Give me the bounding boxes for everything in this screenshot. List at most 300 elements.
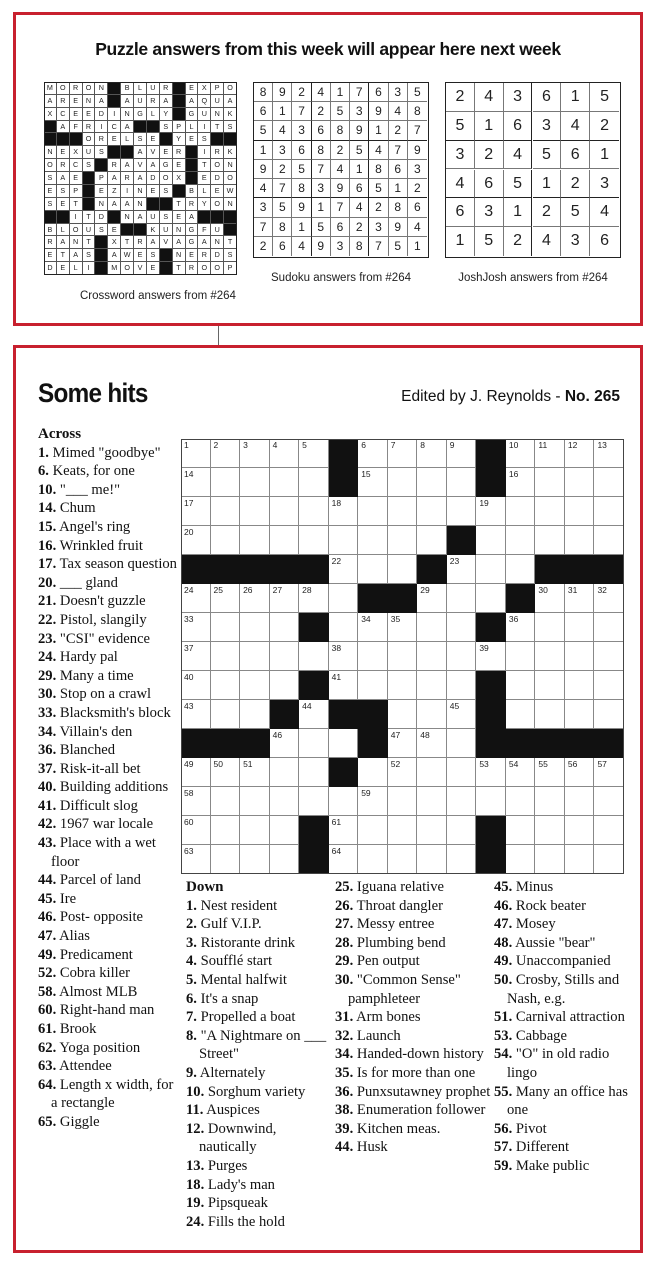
grid-entry-cell[interactable]: [594, 758, 624, 787]
grid-entry-cell[interactable]: [329, 497, 359, 526]
grid-entry-cell[interactable]: [565, 613, 595, 642]
answer-letter-cell: V: [160, 236, 173, 249]
clue-number: 17.: [38, 556, 57, 573]
answer-letter-cell: X: [108, 236, 121, 249]
grid-entry-cell[interactable]: [447, 584, 477, 613]
grid-entry-cell[interactable]: [270, 439, 300, 468]
grid-entry-cell[interactable]: [388, 700, 418, 729]
grid-entry-cell[interactable]: [270, 584, 300, 613]
answer-letter-cell: E: [70, 95, 83, 108]
grid-entry-cell[interactable]: [506, 439, 536, 468]
answer-letter-cell: L: [57, 224, 70, 237]
grid-cell-number: 49: [184, 759, 194, 769]
clue-text: Different: [512, 1139, 570, 1156]
grid-entry-cell[interactable]: [506, 613, 536, 642]
down-clues-column-1: [186, 878, 334, 1231]
grid-entry-cell[interactable]: [447, 497, 477, 526]
answer-letter-cell: X: [173, 172, 186, 185]
grid-entry-cell[interactable]: [594, 845, 624, 874]
grid-entry-cell[interactable]: [329, 642, 359, 671]
clue-item: [186, 952, 334, 971]
clue-text: Punxsutawney prophet: [353, 1083, 491, 1100]
clue-number: 57.: [494, 1139, 513, 1156]
answer-digit-cell: 8: [312, 141, 331, 160]
grid-entry-cell[interactable]: [594, 526, 624, 555]
clue-number: 47.: [38, 928, 57, 945]
grid-entry-cell[interactable]: [417, 700, 447, 729]
grid-entry-cell[interactable]: [594, 497, 624, 526]
grid-entry-cell[interactable]: [594, 816, 624, 845]
grid-entry-cell[interactable]: [535, 700, 565, 729]
grid-entry-cell[interactable]: [211, 497, 241, 526]
grid-entry-cell[interactable]: [447, 787, 477, 816]
grid-entry-cell[interactable]: [270, 642, 300, 671]
grid-entry-cell[interactable]: [565, 584, 595, 613]
answer-letter-cell: S: [44, 172, 57, 185]
clue-item: [335, 1101, 495, 1120]
crossword-grid[interactable]: [181, 439, 624, 874]
grid-entry-cell[interactable]: [181, 584, 211, 613]
answer-letter-cell: M: [44, 82, 57, 95]
grid-entry-cell[interactable]: [299, 700, 329, 729]
clue-item: [38, 815, 178, 834]
grid-entry-cell[interactable]: [447, 845, 477, 874]
answer-digit-cell: 5: [312, 218, 331, 237]
grid-entry-cell[interactable]: [476, 555, 506, 584]
answer-letter-cell: O: [44, 159, 57, 172]
clue-text: Iguana relative: [353, 879, 445, 895]
clue-number: 22.: [38, 611, 57, 628]
clue-item: [38, 462, 178, 481]
grid-entry-cell[interactable]: [388, 758, 418, 787]
grid-entry-cell[interactable]: [565, 468, 595, 497]
answer-letter-cell: B: [186, 185, 199, 198]
grid-entry-cell[interactable]: [299, 642, 329, 671]
grid-entry-cell[interactable]: [506, 758, 536, 787]
grid-entry-cell[interactable]: [211, 526, 241, 555]
grid-entry-cell[interactable]: [565, 700, 595, 729]
grid-entry-cell[interactable]: [329, 816, 359, 845]
answer-letter-cell: Q: [198, 95, 211, 108]
grid-block-cell: [299, 613, 329, 642]
grid-entry-cell[interactable]: [594, 613, 624, 642]
grid-entry-cell[interactable]: [447, 816, 477, 845]
grid-entry-cell[interactable]: [299, 729, 329, 758]
clue-item: [38, 611, 178, 630]
answer-letter-cell: C: [70, 159, 83, 172]
answer-block-cell: [186, 146, 199, 159]
grid-entry-cell[interactable]: [211, 642, 241, 671]
grid-entry-cell[interactable]: [417, 758, 447, 787]
answer-digit-cell: 3: [254, 198, 273, 217]
grid-entry-cell[interactable]: [211, 584, 241, 613]
grid-entry-cell[interactable]: [565, 439, 595, 468]
answer-block-cell: [147, 198, 160, 211]
answer-digit-cell: 1: [504, 198, 533, 227]
grid-entry-cell[interactable]: [240, 613, 270, 642]
grid-entry-cell[interactable]: [211, 439, 241, 468]
grid-entry-cell[interactable]: [594, 584, 624, 613]
grid-entry-cell[interactable]: [329, 613, 359, 642]
grid-entry-cell[interactable]: [181, 642, 211, 671]
clue-text: Brook: [56, 1021, 97, 1037]
grid-entry-cell[interactable]: [565, 671, 595, 700]
answer-letter-cell: C: [108, 121, 121, 134]
grid-entry-cell[interactable]: [447, 758, 477, 787]
grid-entry-cell[interactable]: [240, 439, 270, 468]
answer-digit-cell: 5: [590, 83, 619, 112]
clue-number: 43.: [38, 835, 57, 852]
grid-cell-number: 34: [361, 614, 371, 624]
grid-entry-cell[interactable]: [299, 526, 329, 555]
grid-entry-cell[interactable]: [565, 845, 595, 874]
grid-cell-number: 3: [243, 440, 248, 450]
grid-entry-cell[interactable]: [535, 642, 565, 671]
grid-entry-cell[interactable]: [535, 584, 565, 613]
grid-entry-cell[interactable]: [240, 758, 270, 787]
grid-entry-cell[interactable]: [535, 526, 565, 555]
clue-text: Pen output: [353, 953, 420, 970]
grid-entry-cell[interactable]: [535, 497, 565, 526]
grid-entry-cell[interactable]: [447, 729, 477, 758]
grid-entry-cell[interactable]: [181, 671, 211, 700]
clue-number: 36.: [335, 1083, 354, 1100]
grid-entry-cell[interactable]: [506, 700, 536, 729]
grid-entry-cell[interactable]: [270, 613, 300, 642]
grid-entry-cell[interactable]: [476, 526, 506, 555]
answer-digit-cell: 4: [292, 237, 311, 256]
grid-entry-cell[interactable]: [417, 642, 447, 671]
grid-entry-cell[interactable]: [270, 526, 300, 555]
grid-entry-cell[interactable]: [417, 468, 447, 497]
grid-cell-number: 37: [184, 643, 194, 653]
grid-entry-cell[interactable]: [594, 700, 624, 729]
clue-item: [38, 723, 178, 742]
answer-block-cell: [108, 146, 121, 159]
answer-block-cell: [160, 262, 173, 275]
grid-entry-cell[interactable]: [358, 642, 388, 671]
grid-entry-cell[interactable]: [417, 526, 447, 555]
answer-block-cell: [173, 82, 186, 95]
grid-entry-cell[interactable]: [565, 787, 595, 816]
answer-letter-cell: A: [160, 95, 173, 108]
grid-entry-cell[interactable]: [447, 468, 477, 497]
answer-block-cell: [57, 133, 70, 146]
grid-entry-cell[interactable]: [594, 671, 624, 700]
answer-digit-cell: 5: [292, 160, 311, 179]
grid-entry-cell[interactable]: [181, 700, 211, 729]
grid-entry-cell[interactable]: [358, 816, 388, 845]
answer-letter-cell: I: [108, 108, 121, 121]
answer-letter-cell: I: [95, 121, 108, 134]
answer-digit-cell: 6: [600, 232, 610, 250]
down-clue-list-3: [494, 878, 634, 1176]
grid-entry-cell[interactable]: [270, 729, 300, 758]
clue-number: 61.: [38, 1021, 57, 1037]
grid-entry-cell[interactable]: [358, 758, 388, 787]
grid-cell-number: 56: [567, 759, 578, 769]
grid-entry-cell[interactable]: [299, 758, 329, 787]
answer-letter-cell: T: [173, 262, 186, 275]
clue-item: [186, 934, 334, 953]
grid-entry-cell[interactable]: [565, 526, 595, 555]
grid-entry-cell[interactable]: [447, 555, 477, 584]
grid-entry-cell[interactable]: [329, 555, 359, 584]
grid-entry-cell[interactable]: [388, 845, 418, 874]
grid-entry-cell[interactable]: [329, 787, 359, 816]
grid-entry-cell[interactable]: [358, 468, 388, 497]
grid-cell-number: 55: [538, 759, 548, 769]
grid-entry-cell[interactable]: [299, 468, 329, 497]
grid-entry-cell[interactable]: [388, 526, 418, 555]
clue-item: [38, 481, 178, 500]
grid-entry-cell[interactable]: [565, 758, 595, 787]
grid-entry-cell[interactable]: [240, 671, 270, 700]
grid-block-cell: [476, 468, 506, 497]
grid-entry-cell[interactable]: [506, 468, 536, 497]
answer-letter-cell: U: [83, 224, 96, 237]
answer-letter-cell: N: [95, 198, 108, 211]
grid-entry-cell[interactable]: [388, 729, 418, 758]
grid-entry-cell[interactable]: [388, 816, 418, 845]
answer-letter-cell: W: [121, 249, 134, 262]
grid-entry-cell[interactable]: [476, 497, 506, 526]
grid-entry-cell[interactable]: [565, 642, 595, 671]
answer-block-cell: [83, 198, 96, 211]
clue-number: 32.: [335, 1027, 354, 1044]
grid-entry-cell[interactable]: [329, 526, 359, 555]
grid-entry-cell[interactable]: [358, 555, 388, 584]
clue-item: [38, 592, 178, 611]
grid-entry-cell[interactable]: [594, 642, 624, 671]
grid-entry-cell[interactable]: [211, 816, 241, 845]
grid-entry-cell[interactable]: [506, 642, 536, 671]
grid-entry-cell[interactable]: [506, 845, 536, 874]
clue-item: [494, 1045, 634, 1082]
grid-entry-cell[interactable]: [240, 816, 270, 845]
clue-number: 37.: [38, 760, 57, 777]
grid-entry-cell[interactable]: [181, 497, 211, 526]
grid-entry-cell[interactable]: [535, 613, 565, 642]
grid-entry-cell[interactable]: [181, 613, 211, 642]
grid-entry-cell[interactable]: [417, 584, 447, 613]
grid-entry-cell[interactable]: [535, 758, 565, 787]
grid-entry-cell[interactable]: [240, 642, 270, 671]
grid-entry-cell[interactable]: [476, 642, 506, 671]
grid-entry-cell[interactable]: [329, 729, 359, 758]
grid-entry-cell[interactable]: [358, 671, 388, 700]
grid-entry-cell[interactable]: [211, 671, 241, 700]
grid-entry-cell[interactable]: [270, 671, 300, 700]
answer-digit-cell: 6: [389, 160, 408, 179]
grid-entry-cell[interactable]: [506, 555, 536, 584]
clue-number: 21.: [38, 593, 57, 610]
grid-entry-cell[interactable]: [447, 700, 477, 729]
grid-entry-cell[interactable]: [240, 584, 270, 613]
grid-entry-cell[interactable]: [181, 468, 211, 497]
clue-item: [38, 685, 178, 704]
answer-digit-cell: 5: [331, 102, 350, 121]
grid-entry-cell[interactable]: [299, 584, 329, 613]
clue-text: Gulf V.I.P.: [196, 916, 262, 933]
clue-text: Pistol, slangily: [56, 611, 147, 628]
clue-number: 63.: [38, 1058, 57, 1075]
grid-entry-cell[interactable]: [358, 613, 388, 642]
grid-entry-cell[interactable]: [329, 584, 359, 613]
grid-entry-cell[interactable]: [535, 671, 565, 700]
grid-entry-cell[interactable]: [211, 700, 241, 729]
grid-entry-cell[interactable]: [181, 526, 211, 555]
answer-letter-cell: E: [160, 146, 173, 159]
grid-entry-cell[interactable]: [181, 816, 211, 845]
grid-entry-cell[interactable]: [417, 845, 447, 874]
clue-item: [38, 555, 178, 574]
clue-text: Propelled a boat: [196, 1009, 296, 1026]
grid-entry-cell[interactable]: [417, 613, 447, 642]
grid-entry-cell[interactable]: [181, 758, 211, 787]
answer-letter-cell: E: [198, 172, 211, 185]
clue-number: 35.: [335, 1064, 354, 1081]
clue-text: Post- opposite: [56, 909, 144, 926]
clue-item: [38, 983, 178, 1002]
grid-entry-cell[interactable]: [388, 787, 418, 816]
grid-entry-cell[interactable]: [447, 439, 477, 468]
grid-block-cell: [358, 700, 388, 729]
grid-entry-cell[interactable]: [181, 787, 211, 816]
clue-text: Downwind, nautically: [199, 1120, 277, 1156]
grid-entry-cell[interactable]: [358, 787, 388, 816]
grid-entry-cell[interactable]: [506, 816, 536, 845]
grid-entry-cell[interactable]: [240, 787, 270, 816]
grid-entry-cell[interactable]: [476, 584, 506, 613]
grid-entry-cell[interactable]: [211, 845, 241, 874]
grid-entry-cell[interactable]: [299, 439, 329, 468]
grid-entry-cell[interactable]: [270, 758, 300, 787]
grid-entry-cell[interactable]: [388, 613, 418, 642]
grid-entry-cell[interactable]: [211, 468, 241, 497]
answer-letter-cell: R: [211, 146, 224, 159]
grid-entry-cell[interactable]: [240, 497, 270, 526]
answer-letter-cell: A: [147, 159, 160, 172]
grid-entry-cell[interactable]: [270, 816, 300, 845]
grid-entry-cell[interactable]: [329, 845, 359, 874]
grid-entry-cell[interactable]: [594, 787, 624, 816]
answer-block-cell: [211, 211, 224, 224]
grid-entry-cell[interactable]: [270, 468, 300, 497]
grid-entry-cell[interactable]: [535, 439, 565, 468]
joshjosh-answers-grid: [445, 82, 621, 258]
grid-entry-cell[interactable]: [535, 816, 565, 845]
grid-entry-cell[interactable]: [388, 439, 418, 468]
grid-entry-cell[interactable]: [358, 497, 388, 526]
grid-entry-cell[interactable]: [506, 497, 536, 526]
grid-entry-cell[interactable]: [240, 700, 270, 729]
grid-cell-number: 48: [420, 730, 430, 740]
grid-entry-cell[interactable]: [476, 758, 506, 787]
grid-entry-cell[interactable]: [211, 758, 241, 787]
grid-entry-cell[interactable]: [535, 845, 565, 874]
grid-entry-cell[interactable]: [358, 439, 388, 468]
grid-entry-cell[interactable]: [506, 526, 536, 555]
clue-item: [38, 537, 178, 556]
clue-number: 29.: [335, 953, 354, 970]
grid-entry-cell[interactable]: [417, 497, 447, 526]
grid-entry-cell[interactable]: [181, 845, 211, 874]
grid-entry-cell[interactable]: [447, 671, 477, 700]
clue-number: 5.: [186, 971, 197, 988]
clue-number: 50.: [494, 971, 513, 988]
answer-letter-cell: T: [57, 249, 70, 262]
grid-entry-cell[interactable]: [417, 787, 447, 816]
grid-entry-cell[interactable]: [388, 497, 418, 526]
clue-text: Arm bones: [353, 1009, 421, 1026]
grid-entry-cell[interactable]: [358, 526, 388, 555]
answer-digit-cell: 5: [408, 83, 427, 102]
grid-entry-cell[interactable]: [329, 671, 359, 700]
clue-text: Ire: [56, 890, 77, 907]
grid-entry-cell[interactable]: [535, 468, 565, 497]
grid-entry-cell[interactable]: [535, 787, 565, 816]
answer-digit-cell: 3: [292, 121, 311, 140]
grid-entry-cell[interactable]: [299, 787, 329, 816]
grid-entry-cell[interactable]: [240, 468, 270, 497]
clue-text: Husk: [353, 1139, 388, 1156]
answer-letter-cell: S: [83, 249, 96, 262]
grid-entry-cell[interactable]: [447, 613, 477, 642]
grid-entry-cell[interactable]: [270, 787, 300, 816]
answer-letter-cell: R: [186, 262, 199, 275]
grid-entry-cell[interactable]: [270, 497, 300, 526]
grid-entry-cell[interactable]: [594, 468, 624, 497]
clue-number: 9.: [186, 1064, 197, 1081]
clue-text: "Common Sense" pamphleteer: [348, 971, 461, 1007]
grid-entry-cell[interactable]: [299, 497, 329, 526]
clue-item: [186, 897, 334, 916]
grid-cell-number: 47: [390, 730, 401, 740]
grid-entry-cell[interactable]: [240, 845, 270, 874]
grid-entry-cell[interactable]: [594, 439, 624, 468]
grid-entry-cell[interactable]: [388, 555, 418, 584]
grid-entry-cell[interactable]: [181, 439, 211, 468]
answer-digit-cell: 5: [350, 141, 369, 160]
grid-entry-cell[interactable]: [476, 787, 506, 816]
grid-entry-cell[interactable]: [565, 497, 595, 526]
clue-text: Unaccompanied: [512, 953, 611, 970]
grid-entry-cell[interactable]: [417, 439, 447, 468]
grid-cell-number: 5: [302, 440, 307, 450]
grid-entry-cell[interactable]: [506, 671, 536, 700]
answer-letter-cell: N: [83, 95, 96, 108]
answer-letter-cell: O: [224, 172, 237, 185]
grid-entry-cell[interactable]: [506, 787, 536, 816]
grid-entry-cell[interactable]: [388, 671, 418, 700]
grid-entry-cell[interactable]: [417, 816, 447, 845]
grid-entry-cell[interactable]: [211, 613, 241, 642]
grid-entry-cell[interactable]: [417, 729, 447, 758]
grid-entry-cell[interactable]: [358, 845, 388, 874]
grid-entry-cell[interactable]: [211, 787, 241, 816]
grid-entry-cell[interactable]: [240, 526, 270, 555]
answer-letter-cell: A: [224, 95, 237, 108]
grid-entry-cell[interactable]: [388, 642, 418, 671]
grid-entry-cell[interactable]: [270, 845, 300, 874]
clue-item: [494, 1157, 634, 1176]
grid-entry-cell[interactable]: [565, 816, 595, 845]
clue-text: Attendee: [56, 1058, 112, 1075]
grid-entry-cell[interactable]: [417, 671, 447, 700]
grid-entry-cell[interactable]: [447, 642, 477, 671]
grid-entry-cell[interactable]: [388, 468, 418, 497]
